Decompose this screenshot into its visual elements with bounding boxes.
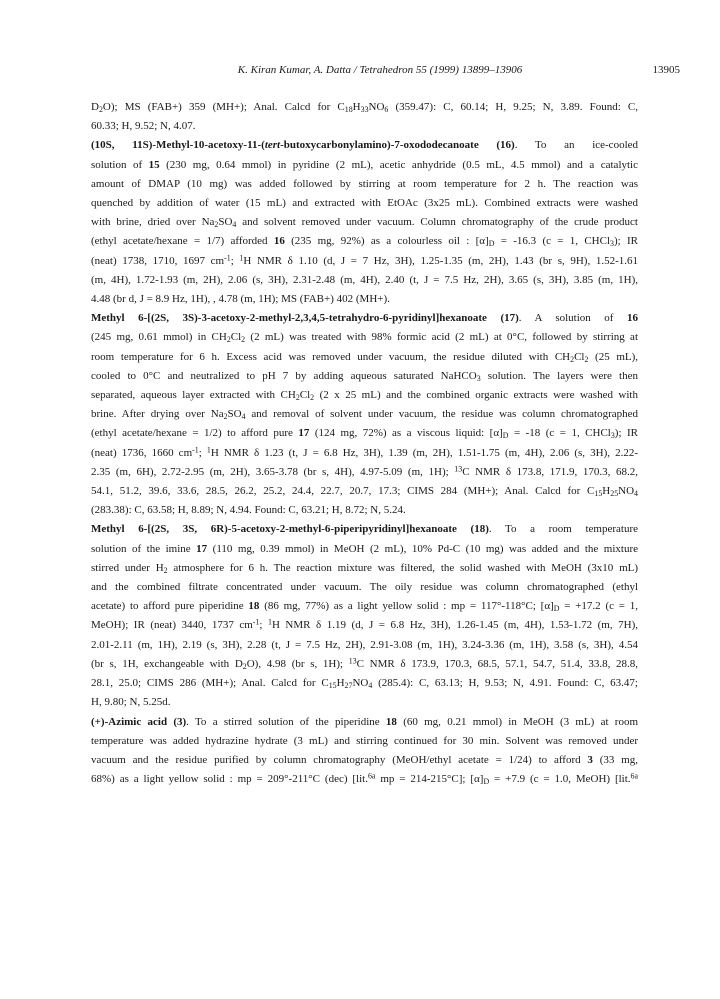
text-line: (neat) 1736, 1660 $cm^{-1}$; $^1$H NMR δ 1.23 (t, J = 6.8 Hz, 3H), 1.39 (m, 2H), 1.51-1.75 (m, 4H), 2.06 (s, 3H), 2.22- [91,445,638,459]
text-line: amount of DMAP (10 mg) was added followed by stirring at room temperature for 2 h. The reaction was [91,177,638,190]
compound-18-heading: Methyl 6-[(2S, 3S, 6R)-5-acetoxy-2-methyl-6-piperipyridinyl]hexanoate (18). To a room temperature [91,523,638,536]
azimic-acid-heading: (+)-Azimic acid (3). To a stirred solution of the piperidine 18 (60 mg, 0.21 mmol) in MeOH (3 mL) at room [91,715,638,728]
page-number: 13905 [652,64,680,76]
text-line: stirred under $H_2$ atmosphere for 6 h. The reaction mixture was filtered, the solid washed with MeOH (3x10 mL) [91,561,638,575]
text-line: 28.1, 25.0; CIMS 286 (MH+); Anal. Calcd for $C_{15}H_{27}NO_4$ (285.4): C, 63.13; H, 9.53; N, 4.91. Found: C, 63.47; [91,677,638,691]
text-line: acetate) to afford pure piperidine 18 (86 mg, 77%) as a light yellow solid : mp = 117°-118°C; $[\alpha]_D = +17.2$ (c = 1, [91,600,638,614]
text-line: H, 9.80; N, 5.25d. [91,696,171,709]
text-line: 54.1, 51.2, 39.6, 33.6, 28.5, 26.2, 25.2, 24.4, 22.7, 20.7, 17.3; CIMS 284 (MH+); Anal. Calcd for $C_{15}H_{25}NO_4$ [91,485,638,499]
compound-16-heading: (10S, 11S)-Methyl-10-acetoxy-11-(tert-butoxycarbonylamino)-7-oxododecanoate (16). To an ice-cooled [91,139,638,152]
text-line: $D_2O$); MS (FAB+) 359 (MH+); Anal. Calcd for $C_{18}H_{33}NO_6$ (359.47): C, 60.14; H, 9.25; N, 3.89. Found: C, [91,101,638,114]
compound-17-heading: Methyl 6-[(2S, 3S)-3-acetoxy-2-methyl-2,3,4,5-tetrahydro-6-pyridinyl]hexanoate (17). A solution of 16 [91,312,638,325]
text-line: MeOH); IR (neat) 3440, 1737 $cm^{-1}$; $^1$H NMR δ 1.19 (d, J = 6.8 Hz, 3H), 1.26-1.45 (m, 4H), 1.53-1.72 (m, 7H), [91,617,638,632]
text-line: (neat) 1738, 1710, 1697 $cm^{-1}$; $^1$H NMR δ 1.10 (d, J = 7 Hz, 3H), 1.25-1.35 (m, 2H), 1.43 (br s, 9H), 1.52-1.61 [91,253,638,267]
text-line: and the combined filtrate concentrated under vacuum. The oily residue was column chromatographed (ethyl [91,581,638,594]
text-line: room temperature for 6 h. Excess acid was removed under vacuum, the residue diluted with $CH_2Cl_2$ (25 mL), [91,350,638,364]
page-header [160,64,680,80]
text-line: vacuum and the residue purified by column chromatography (MeOH/ethyl acetate = 1/24) to afford 3 (33 mg, [91,753,638,766]
text-line: 2.01-2.11 (m, 1H), 2.19 (s, 3H), 2.28 (t, J = 7.5 Hz, 2H), 2.91-3.08 (m, 1H), 3.24-3.36 (m, 1H), 3.58 (s, 3H), 4.54 [91,638,638,651]
text-line: (245 mg, 0.61 mmol) in $CH_2Cl_2$ (2 mL) was treated with 98% formic acid (2 mL) at 0°C, followed by stirring at [91,331,638,345]
running-head: K. Kiran Kumar, A. Datta / Tetrahedron 55 (1999) 13899–13906 [237,64,523,76]
text-line: 60.33; H, 9.52; N, 4.07. [91,120,196,133]
text-line: cooled to 0°C and neutralized to pH 7 by adding aqueous saturated NaHCO$_3$ solution. The layers were then [91,369,638,383]
text-line: temperature was added hydrazine hydrate (3 mL) and stirring continued for 30 min. Solvent was removed under [91,734,638,747]
text-line: (m, 4H), 1.72-1.93 (m, 2H), 2.06 (s, 3H), 2.31-2.48 (m, 4H), 2.40 (t, J = 7.5 Hz, 2H), 3.65 (s, 3H), 3.85 (m, 1H), [91,273,638,286]
text-line: brine. After drying over $Na_2SO_4$ and removal of solvent under vacuum, the residue was column chromatographed [91,408,638,422]
text-line: with brine, dried over $Na_2SO_4$ and solvent removed under vacuum. Column chromatography of the crude product [91,216,638,230]
text-line: quenched by addition of water (15 mL) and extracted with EtOAc (3x25 mL). Combined extracts were washed [91,197,638,210]
text-line: 2.35 (m, 6H), 2.72-2.95 (m, 2H), 3.65-3.78 (br s, 4H), 4.97-5.09 (m, 1H); $^{13}$C NMR δ 173.8, 171.9, 170.3, 68.2, [91,464,638,478]
text-line: solution of 15 (230 mg, 0.64 mmol) in pyridine (2 mL), acetic anhydride (0.5 mL, 4.5 mmol) and a catalytic [91,158,638,171]
text-line: (ethyl acetate/hexane = 1/7) afforded 16 (235 mg, 92%) as a colourless oil : $[\alpha]_D = -16.3$ (c = 1, CHCl$_3$); IR [91,235,638,249]
text-line: (br s, 1H, exchangeable with $D_2O$), 4.98 (br s, 1H); $^{13}$C NMR δ 173.9, 170.3, 68.5, 57.1, 54.7, 51.4, 33.8, 28.8, [91,656,638,671]
experimental-text [91,98,638,789]
text-line: solution of the imine 17 (110 mg, 0.39 mmol) in MeOH (2 mL), 10% Pd-C (10 mg) was added and the mixture [91,542,638,555]
text-line: 4.48 (br d, J = 8.9 Hz, 1H), , 4.78 (m, 1H); MS (FAB+) 402 (MH+). [91,293,390,306]
text-line: (283.38): C, 63.58; H, 8.89; N, 4.94. Found: C, 63.21; H, 8.72; N, 5.24. [91,504,406,517]
text-line: separated, aqueous layer extracted with $CH_2Cl_2$ (2 x 25 mL) and the combined organic extracts were washed with [91,389,638,403]
text-line: (ethyl acetate/hexane = 1/2) to afford pure 17 (124 mg, 72%) as a viscous liquid: $[\alpha]_D = -18$ (c = 1, CHCl$_3$); IR [91,427,638,441]
text-line: 68%) as a light yellow solid : mp = 209°-211°C (dec) [lit.$^{6a}$ mp = 214-215°C]; $[\alpha]_D = +7.9$ (c = 1.0, MeOH) [lit.$^{6a}$ [91,771,638,787]
